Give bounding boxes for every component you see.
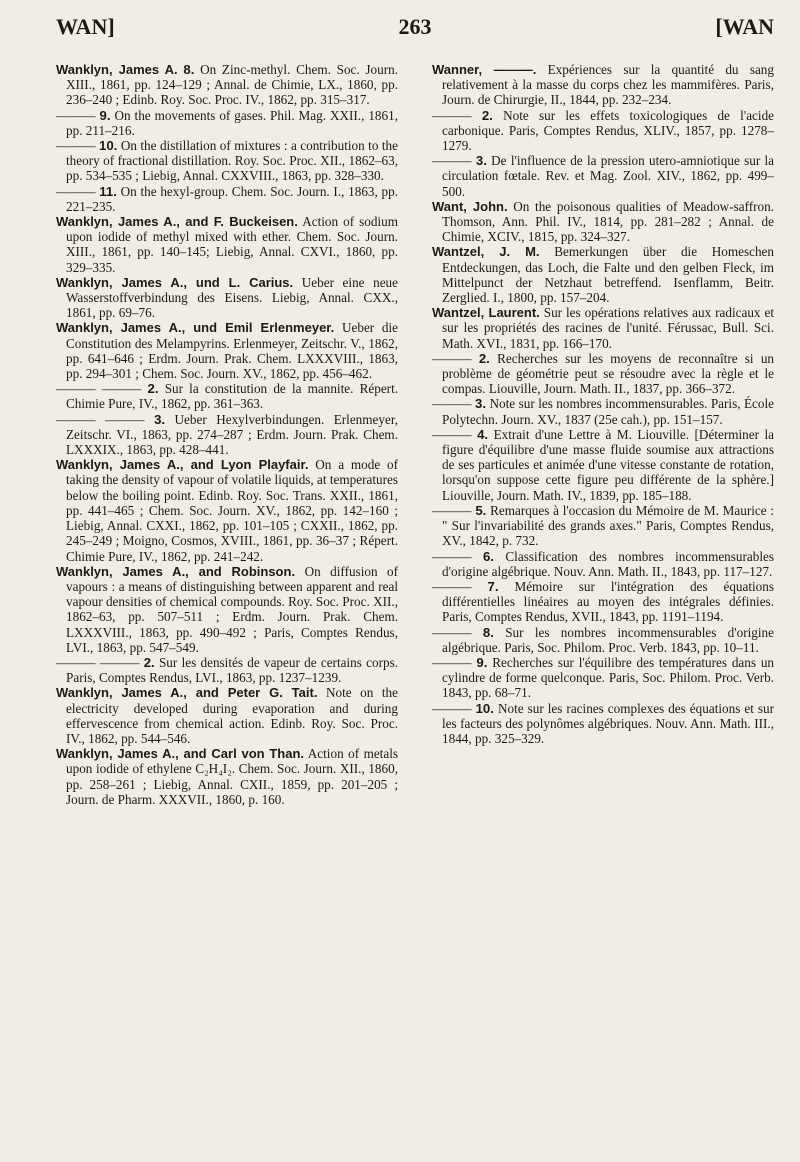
entry-text: Classification des nombres incommensurables d'origine algébrique. Nouv. Ann. Math. II., 1843, pp. 117–127. <box>442 548 774 579</box>
entry-text: On a mode of taking the density of vapour of volatile liquids, at temperatures below the boiling point. Edinb. Roy. Soc. Trans. XXII., 1861, pp. 441–465 ; Chem. Soc. Journ. XV., 1862, pp. 142–160 ; Liebig, Annal. CXXI., 1862, pp. 101–105 ; CXXII., 1862, pp. 245–249 ; Moigno, Cosmos, XVIII., 1861, pp. 36–37 ; Répert. Chimie Pure, IV., 1862, pp. 241–242. <box>66 457 398 564</box>
catalogue-entry <box>56 138 398 184</box>
entry-text: Ueber eine neue Wasserstoffverbindung des Eisens. Liebig, Annal. CXX., 1861, pp. 69–76. <box>66 274 398 321</box>
right-column <box>432 62 774 807</box>
entry-number: 2. <box>478 350 490 366</box>
catalogue-entry <box>56 564 398 655</box>
entry-text: Action of sodium upon iodide of methyl mixed with ether. Chem. Soc. Journ. XIII., 1861, pp. 140–145; Liebig, Annal. CXVI., 1860, pp. 329–335. <box>66 214 398 275</box>
catalogue-entry <box>56 457 398 563</box>
entry-author: Wantzel, J. M. <box>432 244 540 260</box>
catalogue-entry <box>432 108 774 154</box>
entry-text: Remarques à l'occasion du Mémoire de M. Maurice : " Sur l'invariabilité des grands axes." Paris, Comptes Rendus, XV., 1842, p. 732. <box>442 502 774 549</box>
entry-text: Note on the electricity developed during evaporation and during effervescence from chemical action. Edinb. Roy. Soc. Proc. IV., 1862, pp. 544–546. <box>66 685 398 746</box>
entry-author: ——— <box>432 700 472 716</box>
page-number: 263 <box>398 14 432 39</box>
entry-author: Wanklyn, James A., und Emil Erlenmeyer. <box>56 320 335 336</box>
entry-author: ——— <box>56 138 96 154</box>
entry-number: 6. <box>482 548 494 564</box>
entry-author: ——— ——— <box>56 381 142 397</box>
catalogue-entry <box>432 396 774 426</box>
entry-text: Recherches sur les moyens de reconnaître si un problème de géométrie peut se résoudre avec la règle et le compas. Liouville, Journ. Math. II., 1837, pp. 366–372. <box>442 350 775 397</box>
entry-number: 2. <box>481 107 493 123</box>
catalogue-entry <box>56 320 398 381</box>
entry-number: 10. <box>99 138 118 154</box>
entry-author: ——— <box>432 654 472 670</box>
running-head <box>56 12 774 42</box>
entry-author: Wanner, ———. <box>432 62 537 77</box>
left-column <box>56 62 398 807</box>
entry-number: 10. <box>475 700 494 716</box>
catalogue-entry <box>432 427 774 503</box>
entry-text: Extrait d'une Lettre à M. Liouville. [Déterminer la figure d'équilibre d'une masse fluide soumise aux attractions de ses particules et animée d'une vitesse constante de rotation, lorsqu'on suppose cette figure peu différente de la sphère.] Liouville, Journ. Math. IV., 1839, pp. 185–188. <box>442 426 775 503</box>
entry-author: ——— <box>432 350 472 366</box>
entry-text: Bemerkungen über die Homeschen Entdeckungen, das Loch, die Falte und den gelben Fleck, im Mittelpunct der Netzhaut betreffend. Isenflamm, Beitr. Zerglied. I., 1800, pp. 157–204. <box>442 244 775 306</box>
entry-number: 9. <box>476 654 488 670</box>
entry-author: ——— <box>432 624 472 640</box>
entry-author: ——— ——— <box>56 411 145 427</box>
entry-author: ——— <box>432 426 472 442</box>
entry-author: Wanklyn, James A., and Carl von Than. <box>56 746 305 762</box>
entry-text: On the poisonous qualities of Meadow-saffron. Thomson, Ann. Phil. IV., 1814, pp. 281–282 ; Annal. de Chimie, XCIV., 1815, pp. 324–327. <box>442 198 774 245</box>
catalogue-entry <box>432 305 774 351</box>
catalogue-entry <box>56 655 398 685</box>
catalogue-entry <box>432 503 774 549</box>
entry-text: On the movements of gases. Phil. Mag. XXII., 1861, pp. 211–216. <box>66 107 399 138</box>
header-right: [WAN <box>715 14 774 39</box>
entry-number: 7. <box>487 578 499 594</box>
entry-author: Wantzel, Laurent. <box>432 305 540 321</box>
entry-author: ——— <box>56 183 96 199</box>
entry-author: Wanklyn, James A., und L. Carius. <box>56 274 294 290</box>
catalogue-entry <box>56 275 398 321</box>
entry-author: ——— <box>432 153 472 169</box>
entry-text: On the distillation of mixtures : a contribution to the theory of fractional distillation. Roy. Soc. Proc. XII., 1862–63, pp. 534–535 ; Liebig, Annal. CXXVIII., 1863, pp. 328–330. <box>66 138 398 184</box>
catalogue-entry <box>432 625 774 655</box>
catalogue-entry <box>432 701 774 747</box>
entry-text: Note sur les racines complexes des équations et sur les facteurs des polynômes algébriques. Nouv. Ann. Math. III., 1844, pp. 325–329. <box>442 700 775 746</box>
entry-number: 3. <box>475 153 487 169</box>
entry-author: ——— <box>432 502 472 518</box>
catalogue-entry <box>56 62 398 108</box>
catalogue-entry <box>432 655 774 701</box>
entry-author: Wanklyn, James A. <box>56 62 178 77</box>
catalogue-entry <box>56 184 398 214</box>
entry-author: Wanklyn, James A., and F. Buckeisen. <box>56 214 298 230</box>
entry-number: 2. <box>143 654 155 670</box>
header-left: WAN] <box>56 14 115 39</box>
entry-text: On the hexyl-group. Chem. Soc. Journ. I., 1863, pp. 221–235. <box>66 183 399 214</box>
entry-author: ——— <box>432 578 472 594</box>
entry-author: ——— ——— <box>56 654 140 670</box>
entry-text: Note sur les effets toxicologiques de l'acide carbonique. Paris, Comptes Rendus, XLIV., 1857, pp. 1278–1279. <box>442 107 775 154</box>
columns <box>56 62 774 807</box>
catalogue-entry <box>432 351 774 397</box>
entry-text: On Zinc-methyl. Chem. Soc. Journ. XIII., 1861, pp. 124–129 ; Annal. de Chimie, LX., 1860, pp. 236–240 ; Edinb. Roy. Soc. Proc. IV., 1862, pp. 315–317. <box>66 62 399 108</box>
catalogue-entry <box>56 746 398 807</box>
entry-text: Sur les densités de vapeur de certains corps. Paris, Comptes Rendus, LVI., 1863, pp. 1237–1239. <box>66 654 398 686</box>
entry-text: Ueber Hexylverbindungen. Erlenmeyer, Zeitschr. VI., 1863, pp. 274–287 ; Erdm. Journ. Prak. Chem. LXXXIX., 1863, pp. 428–441. <box>66 411 398 458</box>
entry-number: 3. <box>475 396 487 412</box>
entry-author: Want, John. <box>432 198 508 214</box>
catalogue-entry <box>56 685 398 746</box>
entry-number: 5. <box>475 502 487 518</box>
catalogue-entry <box>432 153 774 199</box>
entry-text: Sur la constitution de la mannite. Répert. Chimie Pure, IV., 1862, pp. 361–363. <box>66 381 399 412</box>
entry-text: De l'influence de la pression utero-amniotique sur la circulation fœtale. Rev. et Mag. Zool. XIV., 1862, pp. 499–500. <box>442 153 775 199</box>
catalogue-entry <box>56 412 398 458</box>
catalogue-entry <box>432 549 774 579</box>
entry-text: Note sur les nombres incommensurables. Paris, École Polytechn. Journ. XV., 1837 (25e cah.), pp. 151–157. <box>442 396 774 427</box>
entry-text: On diffusion of vapours : a means of distinguishing between apparent and real vapour densities of chemical compounds. Roy. Soc. Proc. XII., 1862–63, pp. 507–511 ; Erdm. Journ. Prak. Chem. LXXXVIII., 1863, pp. 490–492 ; Paris, Comptes Rendus, LVI., 1863, pp. 547–549. <box>66 563 399 655</box>
entry-text: Mémoire sur l'intégration des équations différentielles linéaires au moyen des intégrales définies. Paris, Comptes Rendus, XVII., 1843, pp. 1191–1194. <box>442 578 775 625</box>
entry-author: Wanklyn, James A., and Lyon Playfair. <box>56 457 309 473</box>
entry-author: ——— <box>432 396 472 412</box>
entry-text: Ueber die Constitution des Melampyrins. Erlenmeyer, Zeitschr. V., 1862, pp. 641–646 ; Erdm. Journ. Prak. Chem. LXXXVIII., 1863, pp. 294–301 ; Chem. Soc. Journ. XV., 1862, pp. 456–462. <box>66 320 398 382</box>
entry-author: ——— <box>432 107 472 123</box>
catalogue-entry <box>56 214 398 275</box>
catalogue-entry <box>432 199 774 245</box>
entry-author: Wanklyn, James A., and Robinson. <box>56 563 296 579</box>
catalogue-entry <box>432 579 774 625</box>
entry-text: Action of metals upon iodide of ethylene C₂H₄I₂. Chem. Soc. Journ. XII., 1860, pp. 258–261 ; Liebig, Annal. CXII., 1859, pp. 201–205 ; Journ. de Pharm. XXXVII., 1860, p. 160. <box>66 746 398 807</box>
entry-author: ——— <box>56 107 96 123</box>
entry-text: Sur les nombres incommensurables d'origine algébrique. Paris, Soc. Philom. Proc. Verb. 1843, pp. 10–11. <box>442 624 775 655</box>
entry-number: 2. <box>147 381 159 397</box>
catalogue-entry <box>56 381 398 411</box>
entry-number: 8. <box>183 62 195 77</box>
entry-number: 9. <box>99 107 111 123</box>
entry-text: Sur les opérations relatives aux radicaux et sur les propriétés des racines de l'unité. Férussac, Bull. Sci. Math. XVI., 1831, pp. 166–170. <box>442 305 774 351</box>
entry-number: 11. <box>99 183 117 199</box>
catalogue-entry <box>56 108 398 138</box>
entry-number: 3. <box>154 411 166 427</box>
entry-author: Wanklyn, James A., and Peter G. Tait. <box>56 685 318 701</box>
entry-text: Expériences sur la quantité du sang relativement à la masse du corps chez les mammifères. Paris, Journ. de Chirurgie, II., 1844, pp. 232–234. <box>442 62 774 108</box>
catalogue-entry <box>432 244 774 305</box>
entry-number: 8. <box>482 624 494 640</box>
entry-number: 4. <box>477 426 489 442</box>
entry-author: ——— <box>432 548 472 564</box>
entry-text: Recherches sur l'équilibre des températures dans un cylindre de forme quelconque. Paris, Soc. Philom. Proc. Verb. 1843, pp. 68–71. <box>442 654 775 701</box>
catalogue-entry <box>432 62 774 108</box>
